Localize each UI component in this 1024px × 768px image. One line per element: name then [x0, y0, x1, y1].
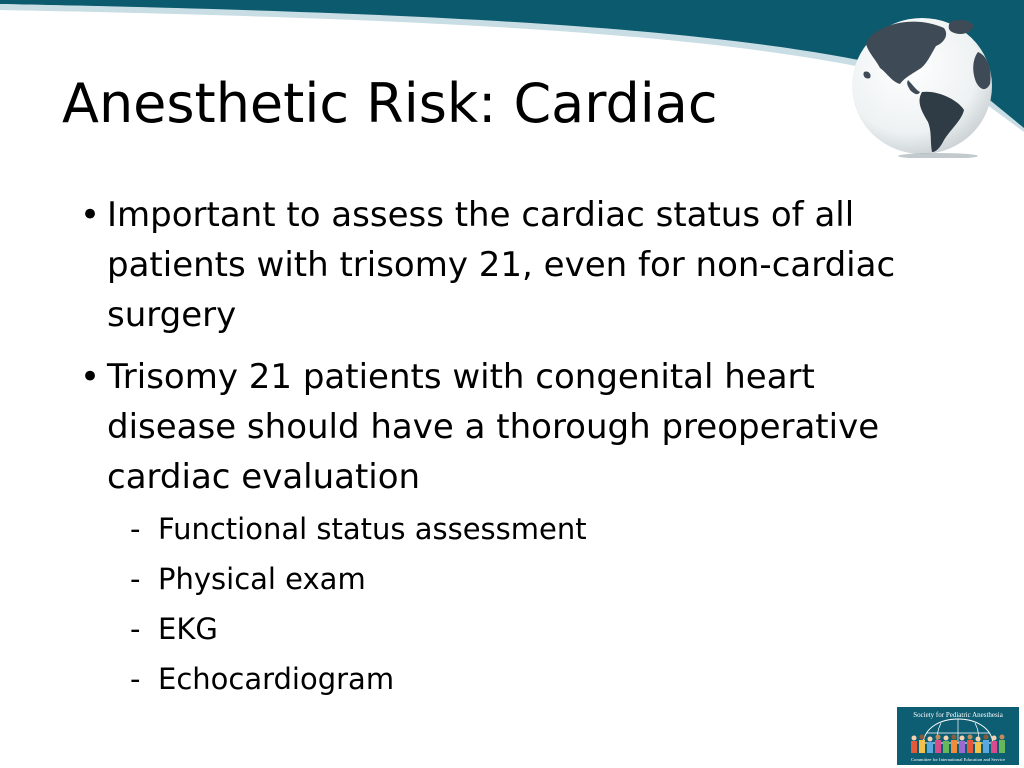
bullet-text: Trisomy 21 patients with congenital heart disease should have a thorough preoperative cardiac evaluation [107, 357, 880, 497]
globe-icon [846, 12, 998, 158]
sub-bullet-text: Echocardiogram [158, 662, 395, 696]
bullet-marker: • [80, 357, 101, 397]
sub-bullet-text: Functional status assessment [158, 512, 587, 546]
bullet-marker: • [80, 195, 101, 235]
sub-bullet-marker: - [130, 512, 141, 546]
svg-text:Society for Pediatric Anesthes: Society for Pediatric Anesthesia [913, 711, 1003, 719]
bullet-text: Important to assess the cardiac status of all patients with trisomy 21, even for non-cardiac surgery [107, 195, 896, 335]
sub-bullet-text: Physical exam [158, 562, 366, 596]
slide-title: Anesthetic Risk: Cardiac [62, 72, 718, 135]
sub-bullet-marker: - [130, 562, 141, 596]
svg-text:Committee for International Ed: Committee for International Education and Service [910, 757, 1006, 762]
sub-bullet-text: EKG [158, 612, 218, 646]
sub-bullet-marker: - [130, 662, 141, 696]
society-logo [897, 707, 1019, 765]
sub-bullet-marker: - [130, 612, 141, 646]
